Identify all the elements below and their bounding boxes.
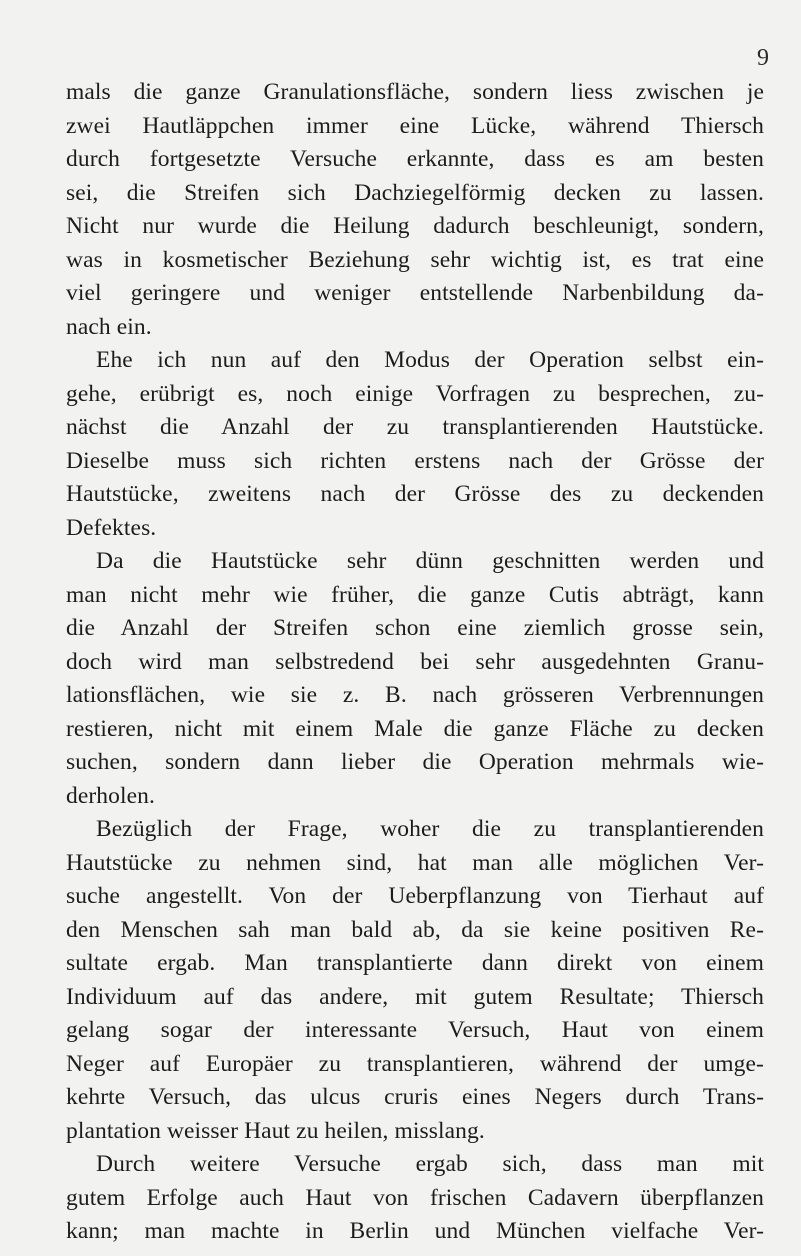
text-line: nächst die Anzahl der zu transplantierenden Hautstücke. (66, 414, 764, 440)
text-line: zwei Hautläppchen immer eine Lücke, während Thiersch (66, 112, 764, 139)
text-line: sultate ergab. Man transplantierte dann direkt von einem (66, 950, 764, 976)
paragraph-5 (66, 1148, 764, 1249)
text-line: suche angestellt. Von der Ueberpflanzung von Tierhaut auf (66, 883, 764, 909)
paragraph-1 (66, 76, 764, 344)
text-line: Nicht nur wurde die Heilung dadurch beschleunigt, sondern, (66, 213, 764, 239)
text-line: Durch weitere Versuche ergab sich, dass man mit (96, 1151, 764, 1177)
body-text (66, 76, 764, 1249)
text-line: was in kosmetischer Beziehung sehr wichtig ist, es trat eine (66, 246, 764, 273)
text-line: plantation weisser Haut zu heilen, misslang. (66, 1117, 485, 1144)
text-line: derholen. (66, 782, 155, 809)
text-line: suchen, sondern dann lieber die Operation mehrmals wie- (66, 749, 764, 775)
text-line: mals die ganze Granulationsfläche, sondern liess zwischen je (66, 79, 764, 105)
text-line: man nicht mehr wie früher, die ganze Cutis abträgt, kann (66, 581, 764, 608)
text-line: durch fortgesetzte Versuche erkannte, dass es am besten (66, 146, 764, 172)
text-line: Individuum auf das andere, mit gutem Resultate; Thiersch (66, 983, 764, 1010)
text-line: Ehe ich nun auf den Modus der Operation selbst ein- (96, 347, 764, 373)
text-line: nach ein. (66, 313, 152, 340)
text-line: doch wird man selbstredend bei sehr ausgedehnten Granu- (66, 648, 764, 675)
text-line: restieren, nicht mit einem Male die ganze Fläche zu decken (66, 715, 764, 742)
text-line: die Anzahl der Streifen schon eine ziemlich grosse sein, (66, 615, 764, 641)
text-line: kann; man machte in Berlin und München vielfache Ver- (66, 1218, 764, 1244)
text-line: Hautstücke zu nehmen sind, hat man alle möglichen Ver- (66, 849, 764, 876)
text-line: Dieselbe muss sich richten erstens nach der Grösse der (66, 447, 764, 474)
text-line: gelang sogar der interessante Versuch, Haut von einem (66, 1017, 764, 1043)
text-line: gutem Erfolge auch Haut von frischen Cadavern überpflanzen (66, 1184, 764, 1211)
text-line: gehe, erübrigt es, noch einige Vorfragen zu besprechen, zu- (66, 380, 764, 407)
text-line: sei, die Streifen sich Dachziegelförmig decken zu lassen. (66, 179, 764, 206)
text-line: Neger auf Europäer zu transplantieren, während der umge- (66, 1050, 764, 1077)
paragraph-2 (66, 344, 764, 545)
text-line: lationsflächen, wie sie z. B. nach grösseren Verbrennungen (66, 682, 764, 708)
page-number: 9 (757, 45, 769, 71)
paragraph-3 (66, 545, 764, 813)
text-line: viel geringere und weniger entstellende Narbenbildung da- (66, 280, 764, 306)
text-line: Hautstücke, zweitens nach der Grösse des zu deckenden (66, 481, 764, 507)
text-line: Da die Hautstücke sehr dünn geschnitten werden und (96, 548, 764, 574)
text-line: Bezüglich der Frage, woher die zu transplantierenden (96, 816, 764, 842)
text-line: Defektes. (66, 514, 157, 541)
text-line: den Menschen sah man bald ab, da sie keine positiven Re- (66, 916, 764, 943)
paragraph-4 (66, 813, 764, 1148)
text-line: kehrte Versuch, das ulcus cruris eines Negers durch Trans- (66, 1084, 764, 1110)
